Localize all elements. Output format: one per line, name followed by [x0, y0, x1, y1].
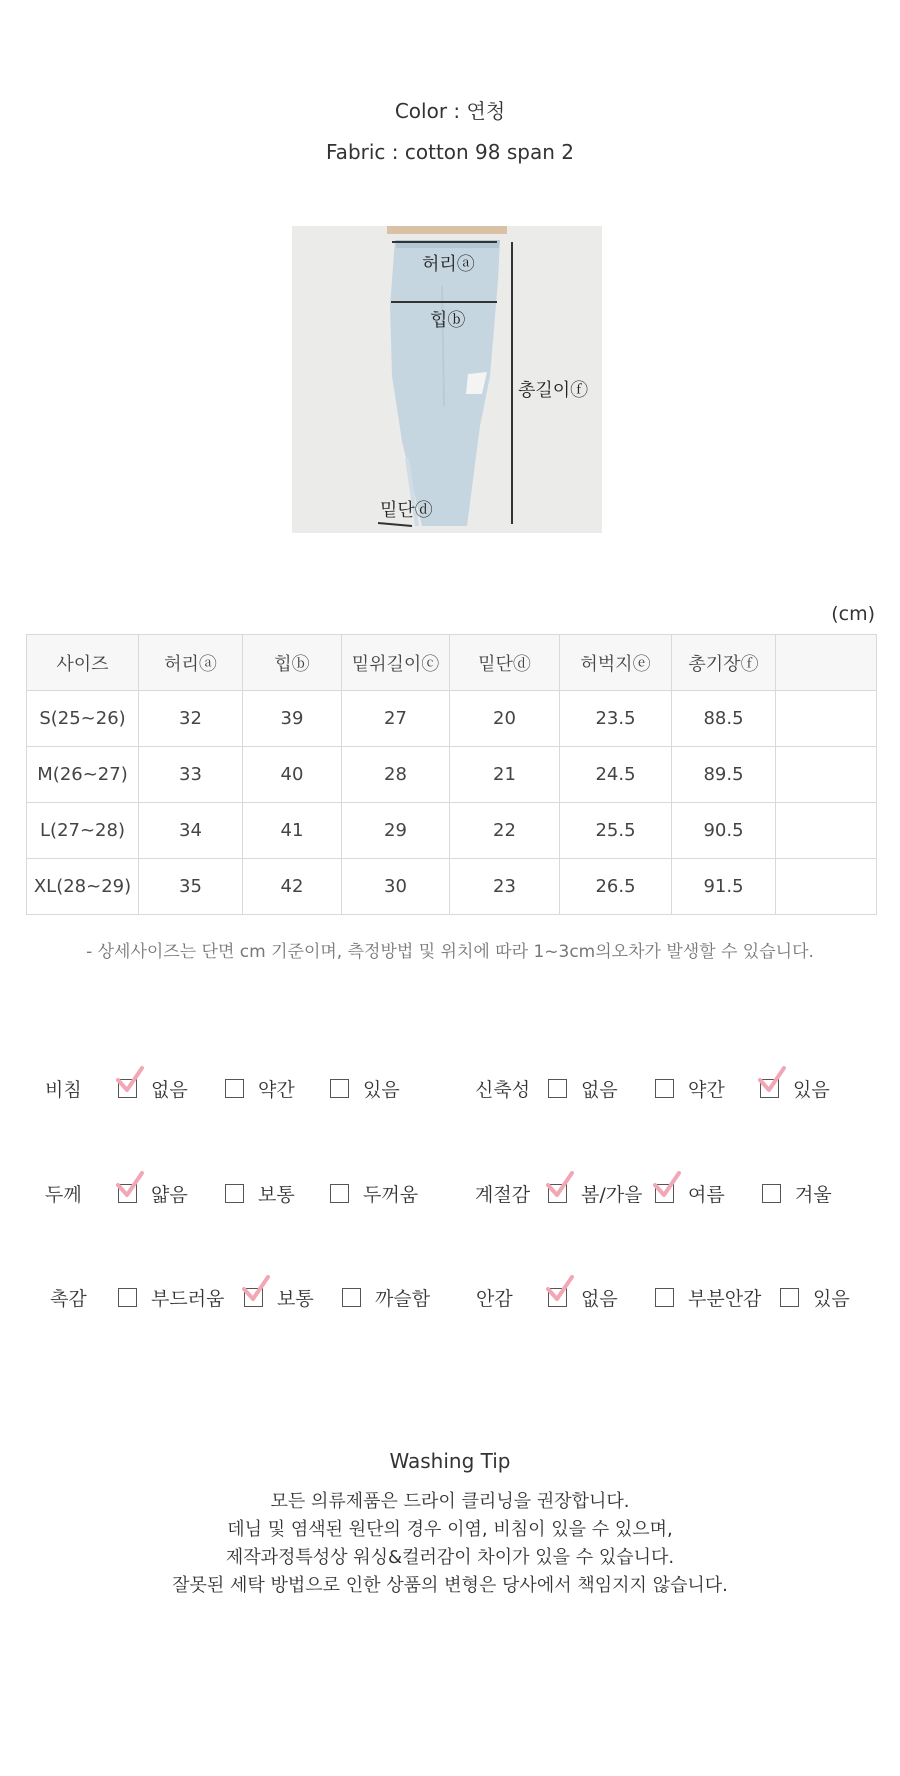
option-sheer-none[interactable]: [118, 1075, 188, 1102]
option-sheer-slight[interactable]: [225, 1075, 295, 1102]
table-header-row: [27, 635, 877, 691]
attr-label-thickness: 두께: [45, 1184, 82, 1206]
table-cell: 35: [139, 859, 243, 915]
checkbox[interactable]: [548, 1079, 567, 1098]
header-cell: 사이즈: [27, 635, 139, 691]
option-sheer-yes[interactable]: [330, 1075, 400, 1102]
checkbox[interactable]: [118, 1184, 137, 1203]
attr-label-stretch: 신축성: [475, 1079, 531, 1101]
table-cell: 24.5: [560, 747, 672, 803]
table-cell: 41: [243, 803, 342, 859]
checkbox[interactable]: [118, 1079, 137, 1098]
option-lining-none[interactable]: [548, 1284, 618, 1311]
size-note: - 상세사이즈는 단면 cm 기준이며, 측정방법 및 위치에 따라 1~3cm의오차가 발생할 수 있습니다.: [86, 942, 814, 962]
table-cell: 40: [243, 747, 342, 803]
header-cell: 총기장ⓕ: [672, 635, 776, 691]
option-label: 두꺼움: [363, 1184, 419, 1206]
table-cell: 91.5: [672, 859, 776, 915]
header-cell: 힙ⓑ: [243, 635, 342, 691]
option-label: 있음: [813, 1288, 850, 1310]
header-cell: 밑위길이ⓒ: [342, 635, 450, 691]
attr-label-sheer: 비침: [45, 1079, 82, 1101]
option-label: 여름: [688, 1184, 725, 1206]
checkbox[interactable]: [548, 1184, 567, 1203]
check-mark-icon: [545, 1171, 575, 1199]
table-cell: 29: [342, 803, 450, 859]
option-label: 없음: [581, 1288, 618, 1310]
check-mark-icon: [757, 1066, 787, 1094]
checkbox[interactable]: [762, 1184, 781, 1203]
checkbox[interactable]: [655, 1184, 674, 1203]
table-row: [27, 691, 877, 747]
table-cell: 21: [450, 747, 560, 803]
option-label: 겨울: [795, 1184, 832, 1206]
product-photo: [292, 226, 602, 533]
table-cell: 90.5: [672, 803, 776, 859]
option-label: 없음: [151, 1079, 188, 1101]
option-label: 약간: [688, 1079, 725, 1101]
table-cell: 30: [342, 859, 450, 915]
table-cell: S(25~26): [27, 691, 139, 747]
option-label: 보통: [277, 1288, 314, 1310]
option-label: 있음: [793, 1079, 830, 1101]
check-mark-icon: [545, 1275, 575, 1303]
option-season-spring-fall[interactable]: [548, 1180, 642, 1207]
washing-line: 데님 및 염색된 원단의 경우 이염, 비침이 있을 수 있으며,: [227, 1519, 673, 1540]
check-mark-icon: [115, 1066, 145, 1094]
header-cell: 허리ⓐ: [139, 635, 243, 691]
table-cell: 32: [139, 691, 243, 747]
table-cell: [776, 859, 877, 915]
table-cell: [776, 747, 877, 803]
checkbox[interactable]: [225, 1079, 244, 1098]
checkbox[interactable]: [655, 1288, 674, 1307]
option-label: 보통: [258, 1184, 295, 1206]
table-cell: 20: [450, 691, 560, 747]
option-label: 약간: [258, 1079, 295, 1101]
check-mark-icon: [241, 1275, 271, 1303]
check-mark-icon: [115, 1171, 145, 1199]
size-table: [26, 634, 877, 915]
check-mark-icon: [652, 1171, 682, 1199]
option-label: 부분안감: [688, 1288, 762, 1310]
table-row: [27, 859, 877, 915]
checkbox[interactable]: [244, 1288, 263, 1307]
option-season-winter[interactable]: [762, 1180, 832, 1207]
option-touch-soft[interactable]: [118, 1284, 224, 1311]
attr-label-season: 계절감: [475, 1184, 531, 1206]
washing-line: 제작과정특성상 워싱&컬러감이 차이가 있을 수 있습니다.: [225, 1547, 675, 1568]
washing-line: 모든 의류제품은 드라이 클리닝을 권장합니다.: [270, 1491, 630, 1512]
option-touch-rough[interactable]: [342, 1284, 430, 1311]
option-label: 얇음: [151, 1184, 188, 1206]
option-label: 없음: [581, 1079, 618, 1101]
option-touch-normal[interactable]: [244, 1284, 314, 1311]
washing-tip-title: Washing Tip: [389, 1449, 511, 1473]
table-cell: 28: [342, 747, 450, 803]
option-label: 봄/가을: [581, 1184, 643, 1206]
table-cell: 42: [243, 859, 342, 915]
option-stretch-yes[interactable]: [760, 1075, 830, 1102]
table-cell: XL(28~29): [27, 859, 139, 915]
checkbox[interactable]: [330, 1184, 349, 1203]
option-label: 있음: [363, 1079, 400, 1101]
option-stretch-none[interactable]: [548, 1075, 618, 1102]
option-thickness-normal[interactable]: [225, 1180, 295, 1207]
header-cell: 밑단ⓓ: [450, 635, 560, 691]
color-info: Color : 연청: [394, 99, 506, 123]
table-cell: L(27~28): [27, 803, 139, 859]
checkbox[interactable]: [225, 1184, 244, 1203]
attr-label-lining: 안감: [476, 1288, 513, 1310]
option-lining-yes[interactable]: [780, 1284, 850, 1311]
hip-label: 힙ⓑ: [430, 310, 466, 331]
fabric-info: Fabric : cotton 98 span 2: [326, 140, 574, 164]
table-cell: 39: [243, 691, 342, 747]
table-cell: 27: [342, 691, 450, 747]
table-row: [27, 747, 877, 803]
checkbox[interactable]: [118, 1288, 137, 1307]
table-cell: 33: [139, 747, 243, 803]
header-cell: [776, 635, 877, 691]
option-lining-partial[interactable]: [655, 1284, 761, 1311]
option-thickness-thin[interactable]: [118, 1180, 188, 1207]
table-cell: 23: [450, 859, 560, 915]
option-label: 까슬함: [375, 1288, 431, 1310]
checkbox[interactable]: [342, 1288, 361, 1307]
unit-label: (cm): [831, 603, 875, 625]
table-cell: M(26~27): [27, 747, 139, 803]
option-label: 부드러움: [151, 1288, 225, 1310]
checkbox[interactable]: [330, 1079, 349, 1098]
table-cell: 26.5: [560, 859, 672, 915]
table-cell: [776, 691, 877, 747]
option-thickness-thick[interactable]: [330, 1180, 418, 1207]
checkbox[interactable]: [655, 1079, 674, 1098]
header-cell: 허벅지ⓔ: [560, 635, 672, 691]
option-stretch-slight[interactable]: [655, 1075, 725, 1102]
table-cell: [776, 803, 877, 859]
table-cell: 23.5: [560, 691, 672, 747]
checkbox[interactable]: [760, 1079, 779, 1098]
table-row: [27, 803, 877, 859]
table-cell: 22: [450, 803, 560, 859]
table-cell: 34: [139, 803, 243, 859]
table-cell: 25.5: [560, 803, 672, 859]
checkbox[interactable]: [548, 1288, 567, 1307]
checkbox[interactable]: [780, 1288, 799, 1307]
waist-label: 허리ⓐ: [422, 254, 475, 275]
attr-label-touch: 촉감: [50, 1288, 87, 1310]
total-length-label: 총길이ⓕ: [518, 380, 589, 401]
table-cell: 89.5: [672, 747, 776, 803]
option-season-summer[interactable]: [655, 1180, 725, 1207]
table-cell: 88.5: [672, 691, 776, 747]
hem-label: 밑단ⓓ: [380, 500, 433, 521]
washing-line: 잘못된 세탁 방법으로 인한 상품의 변형은 당사에서 책임지지 않습니다.: [172, 1575, 728, 1596]
